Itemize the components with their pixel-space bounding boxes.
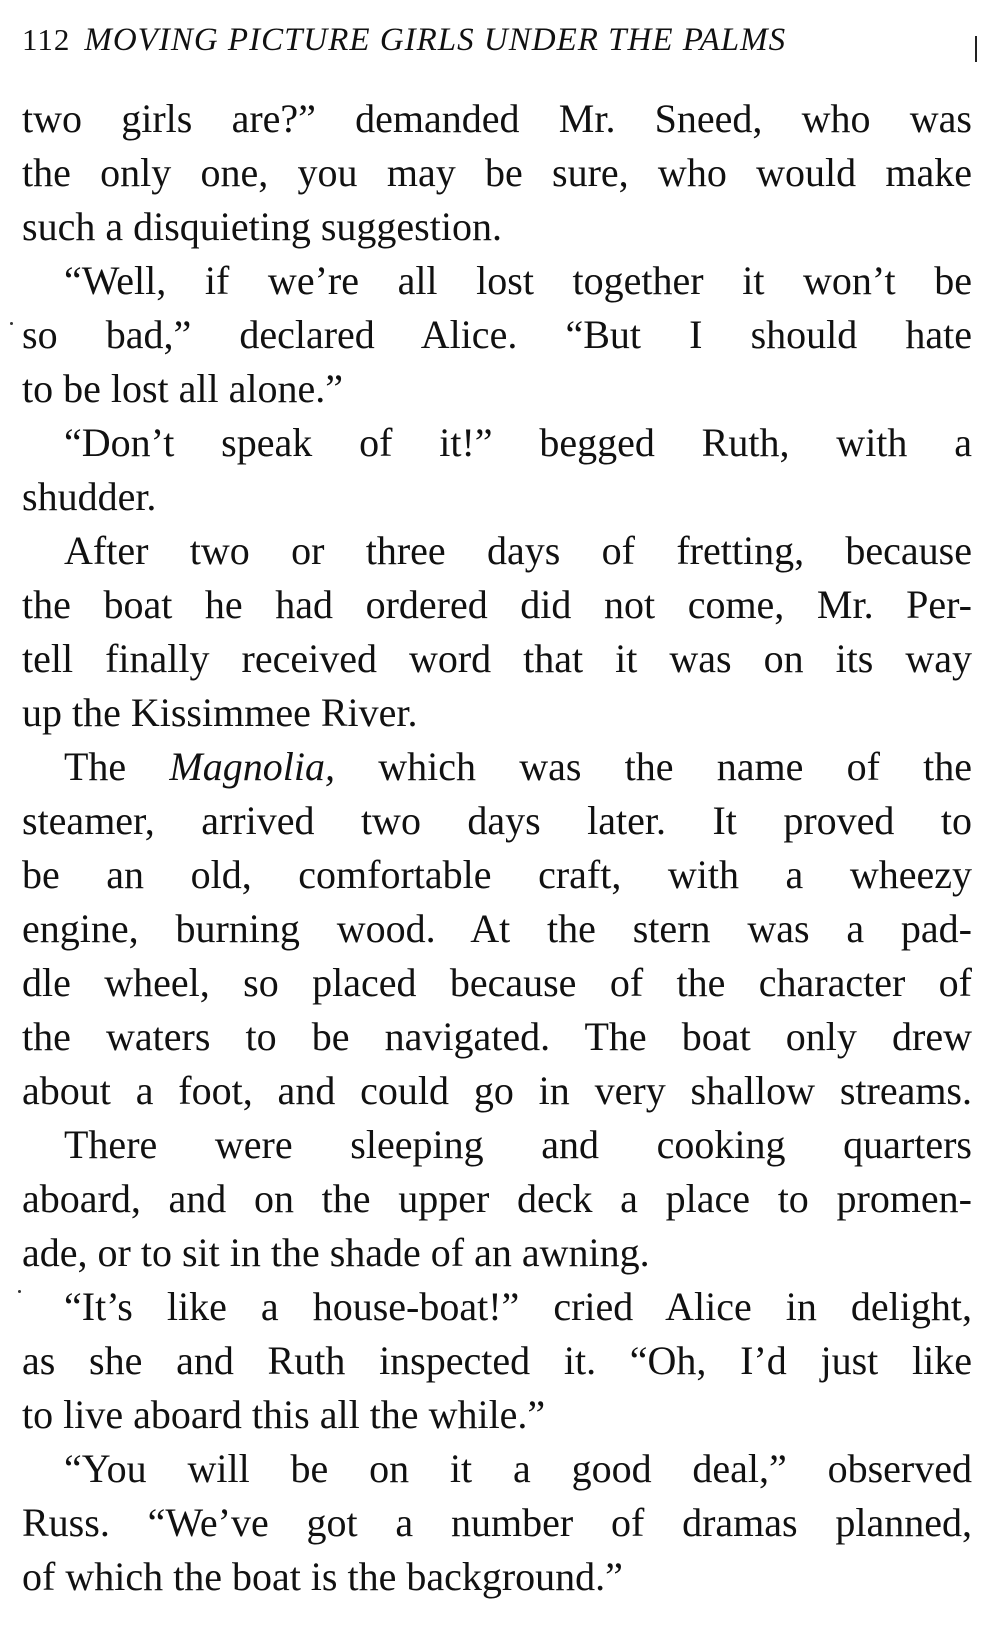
text-line: as she and Ruth inspected it. “Oh, I’d just like [22,1338,972,1383]
text-line: “You will be on it a good deal,” observed [64,1446,972,1491]
text-line: “It’s like a house-boat!” cried Alice in delight, [64,1284,972,1329]
text-line: There were sleeping and cooking quarters [64,1122,972,1167]
text-line: so bad,” declared Alice. “But I should hate [22,312,972,357]
text-line: the waters to be navigated. The boat only drew [22,1014,972,1059]
header-edge-mark [975,36,977,62]
text-line-magnolia [22,740,972,794]
page-header [22,22,972,72]
text-line: steamer, arrived two days later. It proved to [22,798,972,843]
page-number: 112 [22,22,71,57]
print-speck [18,1290,21,1293]
text-line: the boat he had ordered did not come, Mr. Per- [22,582,972,627]
ship-name: Magnolia, [169,744,335,789]
text-line: be an old, comfortable craft, with a wheezy [22,852,972,897]
running-head: MOVING PICTURE GIRLS UNDER THE PALMS [84,22,787,58]
text-line: “Don’t speak of it!” begged Ruth, with a [64,420,972,465]
text-line: up the Kissimmee River. [22,690,418,735]
text-line: two girls are?” demanded Mr. Sneed, who was [22,96,972,141]
text-line: “Well, if we’re all lost together it won’t be [64,258,972,303]
text-line: engine, burning wood. At the stern was a pad- [22,906,972,951]
line-rest: which was the name of the [378,744,972,789]
text-line: ade, or to sit in the shade of an awning. [22,1230,650,1275]
text-line: to live aboard this all the while.” [22,1392,546,1437]
text-line: such a disquieting suggestion. [22,204,502,249]
text-line: the only one, you may be sure, who would make [22,150,972,195]
text-line: After two or three days of fretting, because [64,528,972,573]
text-line: dle wheel, so placed because of the character of [22,960,972,1005]
line-start: The [64,744,127,789]
text-line: tell finally received word that it was on its way [22,636,972,681]
text-line: Russ. “We’ve got a number of dramas planned, [22,1500,972,1545]
text-line: of which the boat is the background.” [22,1554,623,1599]
text-line: shudder. [22,474,157,519]
print-speck [10,322,13,325]
text-line: to be lost all alone.” [22,366,344,411]
text-line: about a foot, and could go in very shallow streams. [22,1068,972,1113]
text-line: aboard, and on the upper deck a place to promen- [22,1176,972,1221]
body-text [22,92,972,1604]
